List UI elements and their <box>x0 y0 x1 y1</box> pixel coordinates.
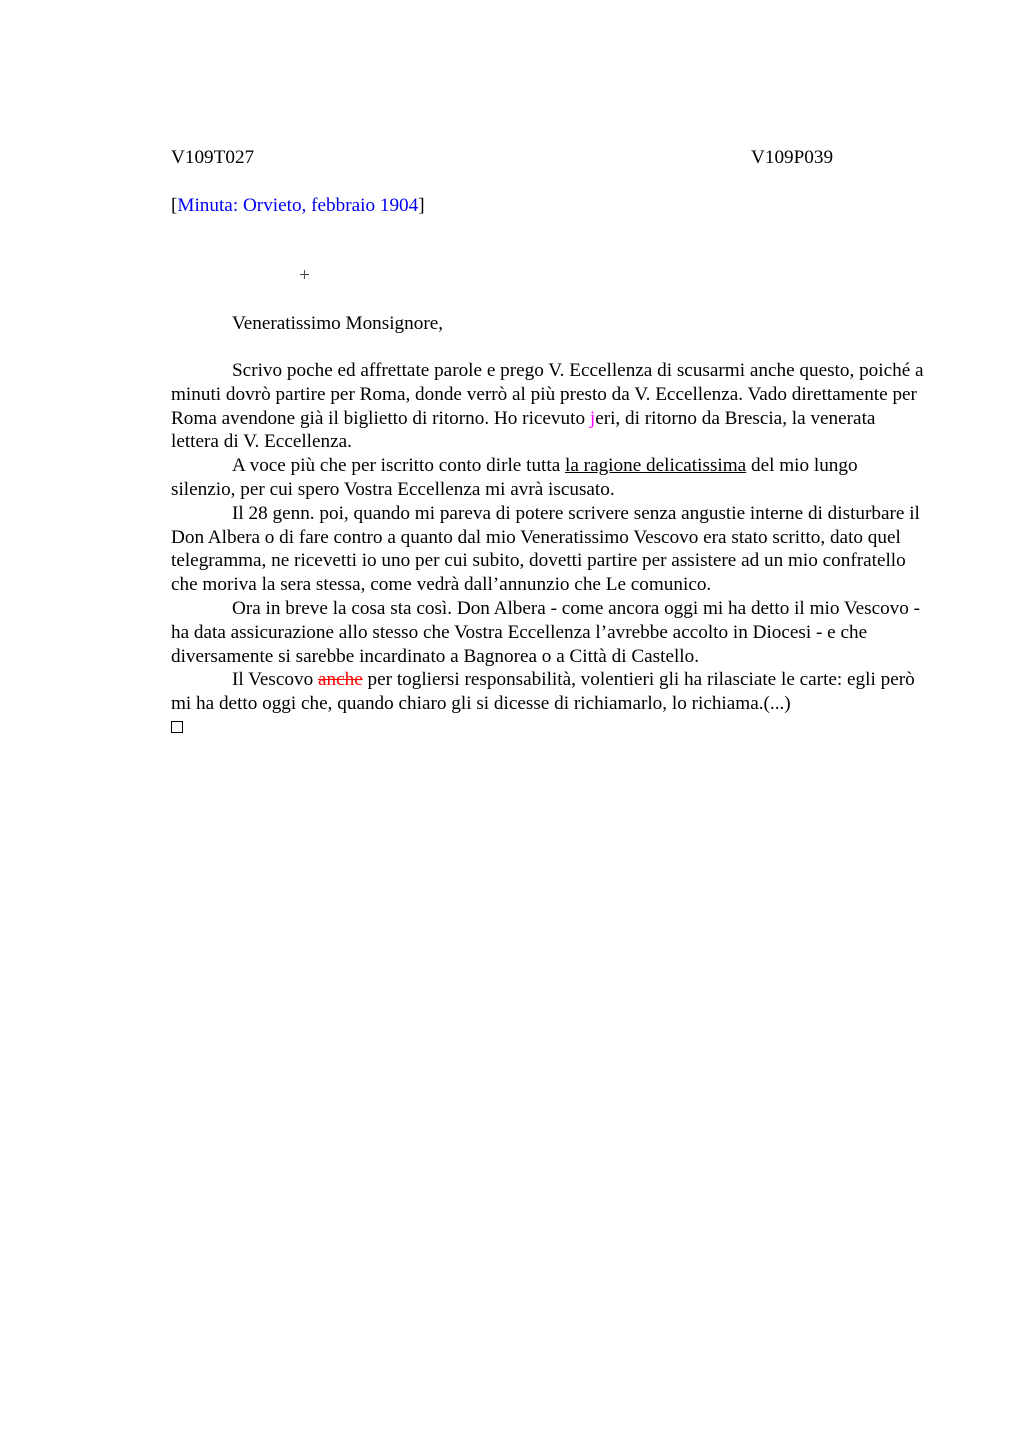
document-page <box>171 145 926 740</box>
paragraph-1-text-b: eri, di ritorno da Brescia, la venerata lettera di V. Eccellenza. <box>171 407 876 453</box>
minuta-open-bracket: [ <box>171 195 178 216</box>
paragraph-2-text-a: A voce più che per iscritto conto dirle tutta <box>232 455 566 477</box>
paragraph-1-text-a: Scrivo poche ed affrettate parole e prego V. Eccellenza di scusarmi anche questo, poiché a minuti dovrò partire per Roma, donde verrò al più presto da V. Eccellenza. Vado direttamente per Roma avendone già il biglietto di ritorno. Ho ricevuto <box>171 360 924 429</box>
letter-body <box>171 359 926 740</box>
paragraph-2-text-b: del mio lungo silenzio, per cui spero Vostra Eccellenza mi avrà iscusato. <box>171 455 858 500</box>
minuta-note <box>171 193 926 219</box>
paragraph-4: Ora in breve la cosa sta così. Don Albera - come ancora oggi mi ha detto il mio Vescovo - ha data assicurazione allo stesso che Vostra Eccellenza l’avrebbe accolto in Diocesi - e che diversamente si sarebbe incardinato a Bagnorea o a Città di Castello. <box>171 597 921 667</box>
paragraph-5-text-a: Il Vescovo <box>232 669 318 691</box>
document-codes <box>171 145 926 171</box>
volume-page-code: V109P039 <box>751 147 834 168</box>
minuta-close-bracket: ] <box>418 195 425 216</box>
paragraph-3: Il 28 genn. poi, quando mi pareva di potere scrivere senza angustie interne di disturbare il Don Albera o di fare contro a quanto dal mio Veneratissimo Vescovo era stato scritto, dato quel telegramma, ne ricevetti io uno per cui subito, dovetti partire per assistere ad un mio confratello che moriva la sera stessa, come vedrà dall’annunzio che Le comunico. <box>171 502 920 596</box>
paragraph-2 <box>171 454 926 502</box>
paragraph-1 <box>171 359 926 454</box>
underlined-phrase: la ragione delicatissima <box>565 455 747 477</box>
end-box-icon <box>171 716 926 740</box>
struck-word: anche <box>317 669 363 691</box>
volume-text-code: V109T027 <box>171 147 255 168</box>
salutation: Veneratissimo Monsignore, <box>232 313 444 334</box>
paragraph-5 <box>171 668 926 716</box>
highlighted-letter: j <box>589 407 596 429</box>
minuta-text: Minuta: Orvieto, febbraio 1904 <box>177 195 419 216</box>
paragraph-5-text-b: per togliersi responsabilità, volentieri gli ha rilasciate le carte: egli però mi ha detto oggi che, quando chiaro gli si dicesse di richiamarlo, lo richiama.(...) <box>171 669 915 715</box>
cross-symbol: + <box>299 265 310 286</box>
